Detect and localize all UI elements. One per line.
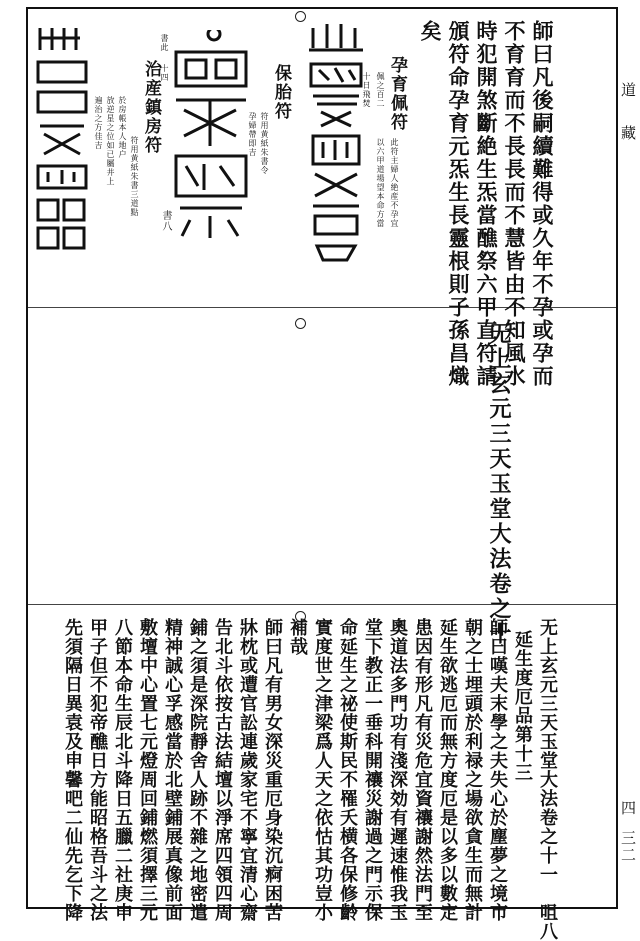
lower-text-col-6: 患因有形凡有災危宜資禳謝然法門至 bbox=[412, 618, 433, 922]
lower-text-col-19: 甲子但不犯帝醮日方能昭格吾斗之法 bbox=[87, 618, 108, 922]
talisman-a-title: 孕育佩符 bbox=[387, 56, 407, 132]
talisman-c-mark: 書此 bbox=[160, 34, 169, 52]
talisman-c-note-1: 符用黄紙朱書三道點 bbox=[130, 136, 139, 217]
lower-text-col-4: 朝之士埋頭於利禄之場欲貪生而無計 bbox=[462, 618, 483, 922]
lower-text-col-18: 八節本命生辰北斗降日五臘二社庚申 bbox=[112, 618, 133, 922]
lower-text-col-9: 命延生之祕使斯民不罹夭横各保修齡 bbox=[337, 618, 358, 922]
margin-page-mark: 四 bbox=[619, 800, 637, 817]
lower-text-col-1: 无上玄元三天玉堂大法卷之十一 咀八 bbox=[537, 618, 558, 941]
lower-text-col-2: 延生度厄品第十三 bbox=[512, 630, 533, 782]
lower-text-col-5: 延生欲逃厄而無方度厄是以多以數定 bbox=[437, 618, 458, 922]
upper-text-col-1: 師曰凡後嗣續難得或久年不孕或孕而 bbox=[530, 20, 555, 388]
lower-text-col-13: 牀枕或遭官訟連歲家宅不寧宜清心齋 bbox=[237, 618, 258, 922]
talisman-b-title: 保胎符 bbox=[271, 64, 291, 121]
lower-text-col-8: 堂下教正一垂科開禳災謝過之門示保 bbox=[362, 618, 383, 922]
talisman-b-foot: 書八 bbox=[160, 210, 171, 232]
lower-text-col-16: 精神誠心孚感當於北壁鋪展真像前面 bbox=[162, 618, 183, 922]
upper-text-col-4: 頒符命孕育元炁生長靈根則子孫昌熾 bbox=[446, 20, 471, 388]
talisman-c-title: 治産鎮房符 bbox=[141, 60, 161, 155]
talisman-c-note-4: 遍治之方佳吉 bbox=[94, 96, 103, 150]
talisman-b-note-2: 孕婦帶即吉 bbox=[248, 112, 257, 157]
lower-text-col-7: 奧道法多門功有淺深効有遲速惟我玉 bbox=[387, 618, 408, 922]
upper-text-col-2: 不育育而不長長而不慧皆由不知風水 bbox=[502, 20, 527, 388]
margin-page-number: 三二 bbox=[619, 830, 637, 864]
upper-text-col-3: 時犯開煞斷絶生炁當醮祭六甲直符請 bbox=[474, 20, 499, 388]
middle-chapter-title: 无上玄元三天玉堂大法卷之十 bbox=[486, 322, 512, 647]
talisman-a-note-1: 此符主婦人絶産不孕宜 bbox=[390, 138, 399, 228]
divider-upper bbox=[28, 307, 616, 308]
talisman-c-seal bbox=[34, 22, 90, 262]
talisman-c-note-2: 於房帳本人地户 bbox=[118, 96, 127, 159]
talisman-c-number: 十四 bbox=[160, 64, 169, 82]
talisman-a-seal bbox=[305, 20, 367, 268]
lower-text-col-3: 師曰嘆夫末學之夫失心於塵夢之境市 bbox=[487, 618, 508, 922]
lower-text-col-11: 補哉 bbox=[287, 618, 308, 656]
talisman-c-note-3: 放逆星之位如已屬井上 bbox=[106, 96, 115, 186]
talisman-a-note-2: 佩之百二 bbox=[376, 72, 385, 108]
binding-hole-middle bbox=[295, 318, 306, 329]
talisman-b-seal bbox=[170, 30, 252, 245]
lower-text-col-10: 實度世之津梁爲人天之依怙其功豈小 bbox=[312, 618, 333, 922]
divider-lower bbox=[28, 604, 616, 605]
talisman-a-note-4: 十日飛焚 bbox=[362, 72, 371, 108]
lower-text-col-20: 先須隔日異袁及申馨吧二仙先乞下降 bbox=[62, 618, 83, 922]
talisman-a-note-3: 以六甲道場望本命方當 bbox=[376, 138, 385, 228]
margin-label-top-2: 藏 bbox=[619, 125, 637, 142]
lower-text-col-14: 告北斗依按古法結壇以淨席四領四周 bbox=[212, 618, 233, 922]
margin-label-top: 道 bbox=[619, 82, 637, 99]
lower-text-col-12: 師曰凡有男女深災重厄身染沉痾困苦 bbox=[262, 618, 283, 922]
lower-text-col-15: 鋪之須是深院靜舍人跡不雜之地密遣 bbox=[187, 618, 208, 922]
lower-text-col-17: 敷壇中心置七元燈周回鋪燃須擇三元 bbox=[137, 618, 158, 922]
talisman-b-note-1: 符用黄紙朱書令 bbox=[260, 112, 269, 175]
upper-text-col-5: 矣 bbox=[418, 20, 443, 43]
